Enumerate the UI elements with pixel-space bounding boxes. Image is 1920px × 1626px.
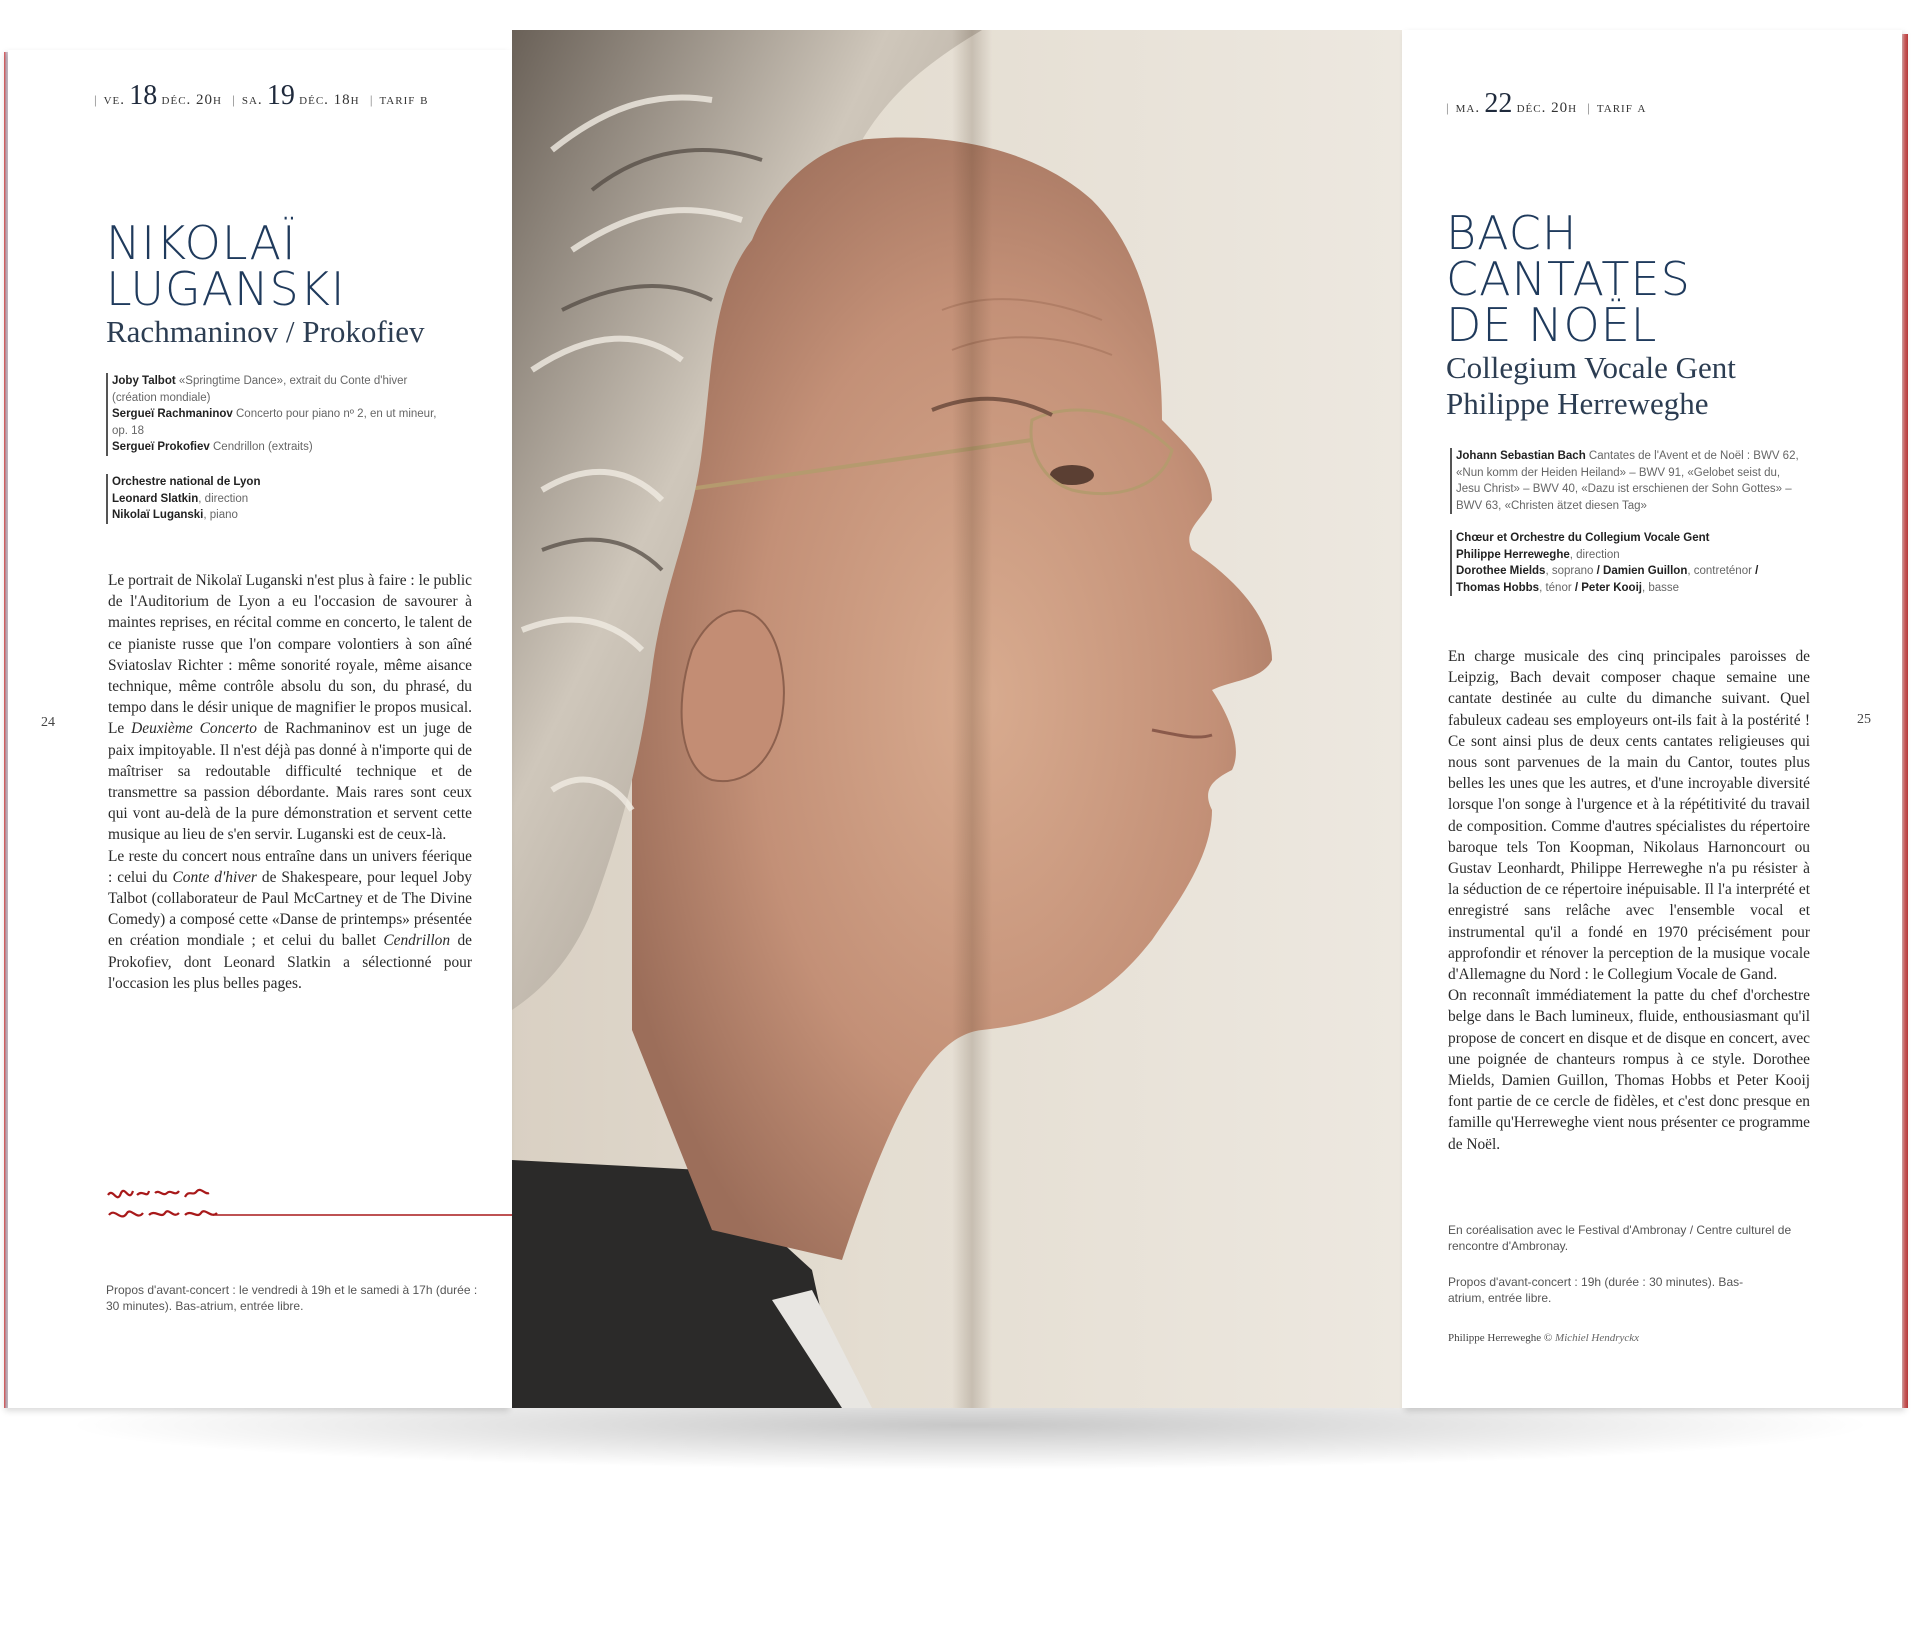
- program-list: [106, 373, 442, 456]
- body-text: [1448, 646, 1810, 1155]
- title-line: DE NOËL: [1446, 298, 1658, 352]
- tarif-label: tarif b: [379, 92, 429, 108]
- date-number: 18: [129, 80, 158, 111]
- pre-concert-note: Propos d'avant-concert : le vendredi à 19h et le samedi à 17h (durée : 30 minutes). Bas-atrium, entrée libre.: [106, 1283, 478, 1313]
- page-title: [106, 216, 346, 316]
- right-page: [1402, 30, 1902, 1408]
- subtitle-line: Philippe Herreweghe: [1446, 386, 1709, 421]
- page-subtitle: [1446, 350, 1736, 422]
- performer-item: Thomas Hobbs, ténor / Peter Kooij, basse: [1456, 581, 1680, 594]
- performers-list: [1450, 530, 1806, 596]
- day-label: ve.: [103, 92, 126, 108]
- left-page: [8, 50, 512, 1408]
- program-item: Sergueï Rachmaninov Concerto pour piano nº 2, en ut mineur, op. 18: [112, 408, 437, 437]
- page-title: [1446, 206, 1691, 352]
- photo-caption: Philippe Herreweghe © Michiel Hendryckx: [1448, 1332, 1640, 1344]
- performers-list: [106, 474, 442, 524]
- day-label: ma.: [1455, 100, 1481, 116]
- performer-item: Orchestre national de Lyon: [112, 476, 261, 488]
- subtitle-line: Collegium Vocale Gent: [1446, 350, 1736, 385]
- program-item: Sergueï Prokofiev Cendrillon (extraits): [112, 441, 313, 453]
- program-list: Johann Sebastian Bach Cantates de l'Avent et de Noël : BWV 62, «Nun komm der Heiden Heiland» – BWV 91, «Gelobet seist du, Jesu Christ» – BWV 40, «Dazu ist erschienen der Sohn Gottes» – BWV 63, «Christen ätzet diesen Tag»: [1450, 448, 1806, 514]
- time-label: déc. 18h: [299, 92, 360, 108]
- title-line: BACH: [1446, 206, 1578, 260]
- day-label: sa.: [241, 92, 263, 108]
- left-date-header: | ve. 18 déc. 20h | sa. 19 déc. 18h | tarif b: [94, 80, 429, 111]
- page-number: 24: [41, 715, 55, 730]
- pre-concert-note: Propos d'avant-concert : 19h (durée : 30 minutes). Bas-atrium, entrée libre.: [1448, 1275, 1744, 1305]
- right-date-header: | ma. 22 déc. 20h | tarif a: [1446, 88, 1647, 119]
- paragraph: En charge musicale des cinq principales paroisses de Leipzig, Bach devait composer chaque semaine une cantate destinée au culte du dimanche suivant. Quel fabuleux cadeau ses employeurs ont-ils fait à la postérité ! Ce sont ainsi plus de deux cents cantates religieuses qui nous sont parvenues de la main du Cantor, toutes plus belles les unes que les autres, et d'une incroyable diversité lorsque l'on songe à l'urgence et à la répétitivité du travail de composition. Comme d'autres spécialistes du répertoire baroque tels Ton Koopman, Nikolaus Harnoncourt ou Gustav Leonhardt, Philippe Herreweghe n'a pu résister à la séduction de ce répertoire inépuisable. Il l'a interprété et enregistré sans relâche avec l'ensemble vocal et instrumental qu'il a fondé en 1970 précisément pour approfondir et rénover la perception de la musique vocale d'Allemagne du Nord : le Collegium Vocale de Gand.: [1448, 648, 1810, 984]
- performer-item: Nikolaï Luganski, piano: [112, 509, 238, 521]
- program-item: Joby Talbot «Springtime Dance», extrait du Conte d'hiver (création mondiale): [112, 375, 408, 404]
- coproduction-note: En coréalisation avec le Festival d'Ambronay / Centre culturel de rencontre d'Ambronay.: [1448, 1223, 1792, 1253]
- time-label: déc. 20h: [1516, 100, 1578, 116]
- body-text: [108, 570, 472, 994]
- performer-item: Chœur et Orchestre du Collegium Vocale Gent: [1456, 532, 1710, 544]
- performer-item: Philippe Herreweghe, direction: [1456, 548, 1620, 561]
- title-line: CANTATES: [1446, 252, 1691, 306]
- page-number: 25: [1857, 712, 1871, 727]
- paragraph: On reconnaît immédiatement la patte du chef d'orchestre belge dans le Bach lumineux, fluide, enthousiasmant qu'il propose de concert en disque et de disque en concert, avec une poignée de chanteurs rompus à ce style. Dorothee Mields, Damien Guillon, Thomas Hobbs et Peter Kooij font partie de ce cercle de fidèles, et c'est donc presque en famille qu'Herreweghe vient nous présenter ce programme de Noël.: [1448, 987, 1810, 1153]
- tarif-label: tarif a: [1596, 100, 1647, 116]
- page-subtitle: Rachmaninov / Prokofiev: [106, 314, 425, 349]
- performer-item: Dorothee Mields, soprano / Damien Guillon, contreténor /: [1456, 565, 1759, 577]
- date-number: 19: [266, 80, 295, 111]
- title-line: LUGANSKI: [106, 262, 346, 316]
- performer-item: Leonard Slatkin, direction: [112, 492, 249, 505]
- paragraph: Le reste du concert nous entraîne dans un univers féerique : celui du Conte d'hiver de Shakespeare, pour lequel Joby Talbot (collaborateur de Paul McCartney et de The Divine Comedy) a composé cette «Danse de printemps» présentée en création mondiale ; et celui du ballet Cendrillon de Prokofiev, dont Leonard Slatkin a sélectionné pour l'occasion les plus belles pages.: [108, 847, 472, 992]
- spread-gutter: [952, 30, 992, 1408]
- title-line: NIKOLAÏ: [106, 216, 297, 270]
- shakespeare-signature: [103, 1185, 512, 1235]
- date-number: 22: [1484, 88, 1513, 119]
- portrait-photo: [512, 30, 1402, 1408]
- time-label: déc. 20h: [161, 92, 222, 108]
- paragraph: Le portrait de Nikolaï Luganski n'est plus à faire : le public de l'Auditorium de Lyon a eu l'occasion de savourer à maintes reprises, en récital comme en concerto, le talent de ce pianiste russe que l'on compare volontiers à son aîné Sviatoslav Richter : même sonorité royale, même aisance technique, même contrôle absolu du son, du phrasé, du tempo dans le désir unique de magnifier le propos musical. Le Deuxième Concerto de Rachmaninov est un juge de paix impitoyable. Il n'est déjà pas donné à n'importe qui de maîtriser sa redoutable difficulté technique et de transmettre sa passion débordante. Mais rares sont ceux qui vont au-delà de la pure démonstration et servent cette musique au lieu de s'en servir. Luganski est de ceux-là.: [108, 572, 472, 844]
